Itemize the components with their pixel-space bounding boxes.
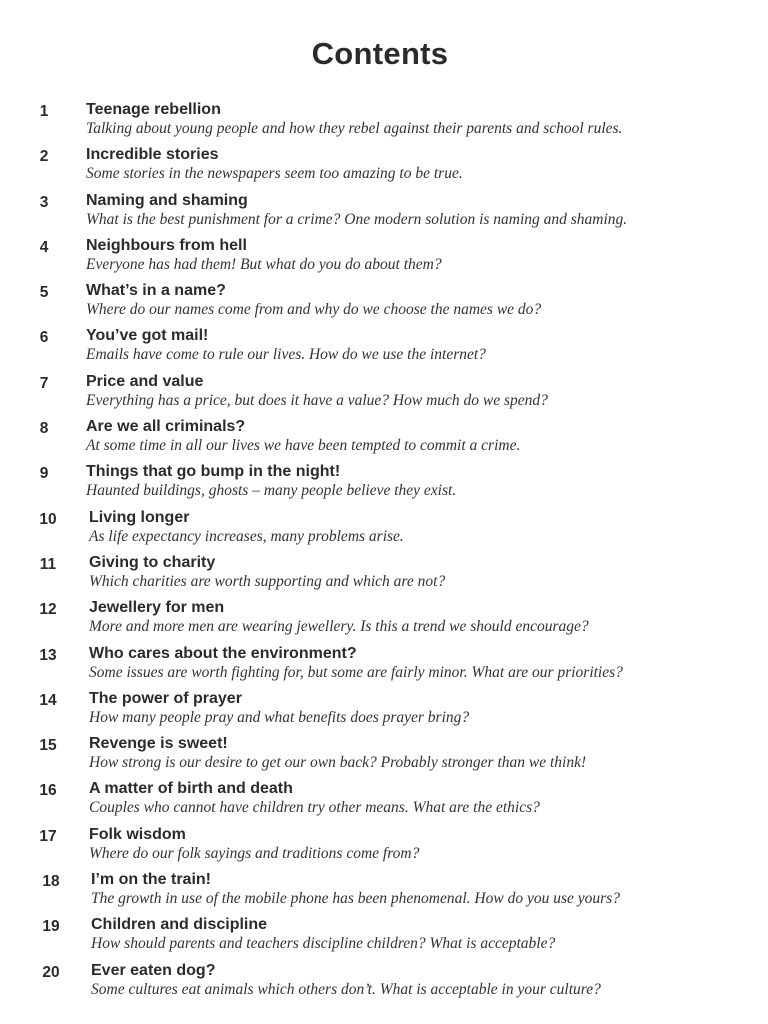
contents-entry-20 [0,962,768,1007]
entry-description: At some time in all our lives we have been tempted to commit a crime. [86,437,521,455]
contents-entry-11 [0,554,768,599]
entry-heading: Naming and shaming [86,191,248,209]
entry-number: 10 [39,510,57,528]
entry-heading: Things that go bump in the night! [86,463,341,481]
entry-number: 4 [39,238,49,256]
entry-number: 8 [39,420,49,438]
entry-number: 5 [39,284,49,302]
contents-entry-13 [0,645,768,690]
entry-number: 14 [39,691,57,709]
entry-heading: Children and discipline [91,916,268,934]
entry-description: Where do our folk sayings and traditions come from? [89,844,420,862]
entry-heading: Who cares about the environment? [89,644,357,662]
contents-entry-17 [0,826,768,871]
contents-list [0,101,768,1007]
contents-entry-3 [0,192,768,237]
entry-description: More and more men are wearing jewellery. Is this a trend we should encourage? [89,618,589,636]
contents-entry-9 [0,463,768,508]
contents-entry-14 [0,690,768,735]
entry-number: 16 [39,782,57,800]
entry-heading: Revenge is sweet! [89,735,228,753]
entry-heading: Price and value [86,372,204,390]
contents-entry-6 [0,327,768,372]
contents-entry-19 [0,916,768,961]
entry-number: 2 [39,148,49,166]
entry-description: As life expectancy increases, many problems arise. [89,527,404,545]
entry-description: Which charities are worth supporting and which are not? [89,572,446,590]
entry-description: Where do our names come from and why do we choose the names we do? [86,301,542,319]
entry-description: How strong is our desire to get our own back? Probably stronger than we think! [89,754,587,772]
contents-entry-10 [0,509,768,554]
entry-number: 13 [39,646,57,664]
entry-description: Everything has a price, but does it have a value? How much do we spend? [86,391,548,409]
contents-entry-15 [0,735,768,780]
entry-number: 12 [39,601,57,619]
entry-heading: Living longer [89,508,190,526]
entry-heading: What’s in a name? [86,282,226,300]
contents-entry-7 [0,373,768,418]
entry-description: What is the best punishment for a crime? One modern solution is naming and shaming. [86,210,628,228]
entry-heading: Giving to charity [89,553,216,571]
entry-number: 11 [39,555,57,573]
entry-number: 9 [39,465,49,483]
entry-heading: The power of prayer [89,689,242,707]
entry-heading: You’ve got mail! [86,327,209,345]
entry-heading: Teenage rebellion [86,101,221,118]
contents-entry-2 [0,146,768,191]
entry-heading: Are we all criminals? [86,418,246,436]
entry-number: 7 [39,374,49,392]
entry-description: Some stories in the newspapers seem too amazing to be true. [86,165,463,183]
entry-description: Some issues are worth fighting for, but some are fairly minor. What are our priorities? [89,663,623,681]
entry-heading: Ever eaten dog? [91,961,216,979]
entry-number: 1 [39,103,49,120]
entry-description: Some cultures eat animals which others don’t. What is acceptable in your culture? [91,980,601,998]
entry-description: How many people pray and what benefits does prayer bring? [89,708,470,726]
page-title: Contents [311,36,449,71]
entry-number: 6 [39,329,49,347]
contents-entry-4 [0,237,768,282]
entry-description: Talking about young people and how they rebel against their parents and school rules. [86,120,623,137]
entry-number: 17 [39,827,57,845]
entry-heading: Jewellery for men [89,599,225,617]
entry-description: The growth in use of the mobile phone has been phenomenal. How do you use yours? [91,890,620,908]
entry-heading: Neighbours from hell [86,236,247,254]
entry-description: Emails have come to rule our lives. How do we use the internet? [86,346,486,364]
entry-description: Haunted buildings, ghosts – many people believe they exist. [86,482,457,500]
entry-heading: Incredible stories [86,146,219,164]
contents-entry-5 [0,282,768,327]
contents-entry-16 [0,780,768,825]
entry-number: 20 [42,963,60,981]
entry-number: 15 [39,737,57,755]
entry-description: How should parents and teachers discipline children? What is acceptable? [91,935,556,953]
contents-entry-18 [0,871,768,916]
entry-heading: Folk wisdom [89,825,186,843]
entry-number: 19 [42,918,60,936]
entry-heading: I’m on the train! [91,871,211,889]
contents-entry-1 [0,101,768,146]
contents-entry-12 [0,599,768,644]
entry-description: Everyone has had them! But what do you do about them? [86,255,442,273]
entry-description: Couples who cannot have children try other means. What are the ethics? [89,799,540,817]
entry-number: 3 [39,193,49,211]
entry-number: 18 [42,873,60,891]
contents-entry-8 [0,418,768,463]
entry-heading: A matter of birth and death [89,780,293,798]
